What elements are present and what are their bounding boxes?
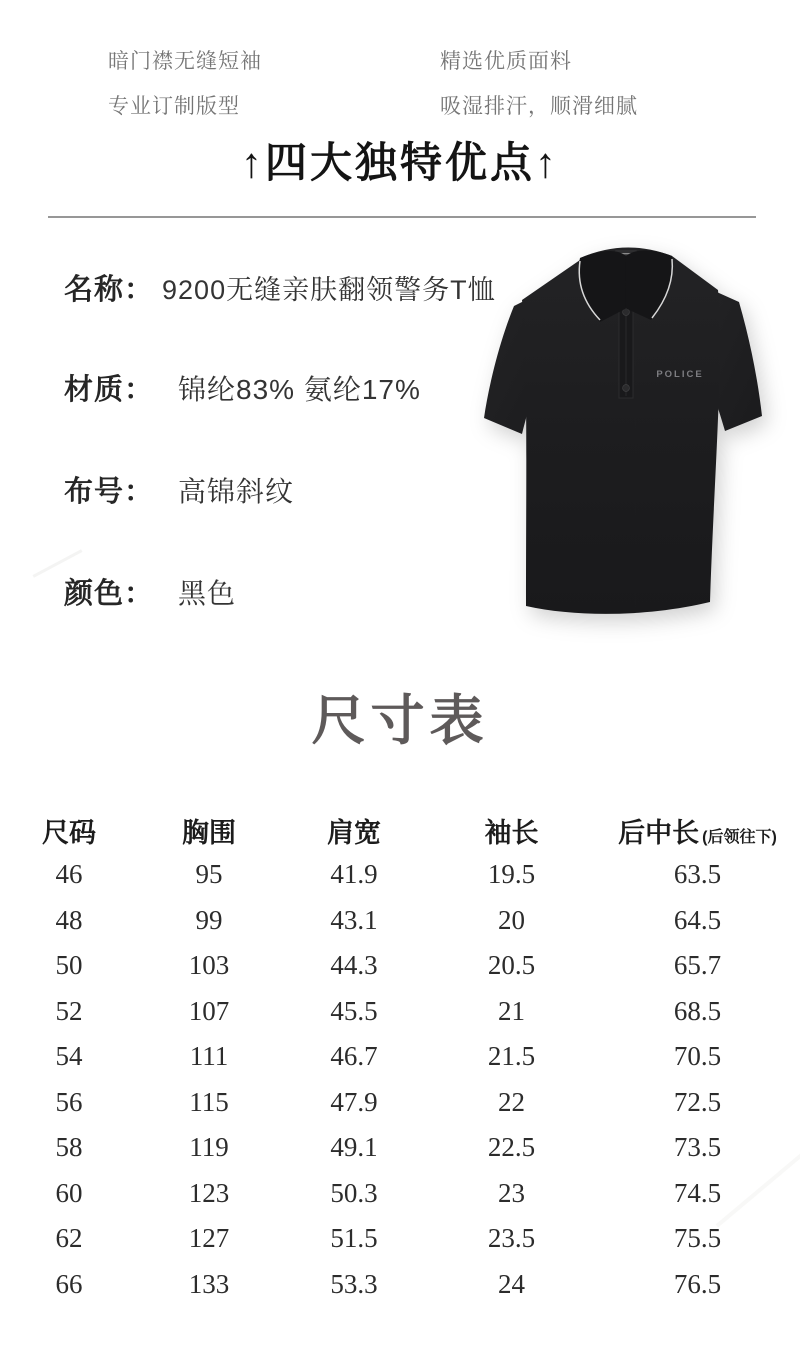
product-material-row <box>64 373 421 412</box>
table-cell: 75.5 <box>673 1223 722 1254</box>
table-cell: 68.5 <box>673 995 722 1026</box>
table-cell: 24 <box>498 1268 525 1299</box>
table-cell: 73.5 <box>673 1132 722 1163</box>
product-color-value: 黑色 <box>178 578 237 609</box>
feature-item-4: 吸湿排汗，顺滑细腻 <box>440 95 638 118</box>
product-material-value: 锦纶83% 氨纶17% <box>178 374 421 405</box>
product-fabric-label: 布号： <box>64 476 155 508</box>
table-cell: 50 <box>55 950 83 981</box>
table-header-shoulder: 肩宽 <box>327 817 381 848</box>
table-cell: 21.5 <box>487 1041 536 1072</box>
table-header-back-length-main: 后中长 <box>618 817 700 848</box>
table-cell: 133 <box>188 1268 230 1299</box>
table-cell: 107 <box>188 995 230 1026</box>
table-cell: 66 <box>55 1268 83 1299</box>
size-chart-table <box>0 808 800 1307</box>
product-name-row <box>64 273 496 312</box>
shirt-logo-text: POLICE <box>656 369 704 380</box>
product-color-row <box>64 577 236 616</box>
fold-artifact-left <box>33 549 83 577</box>
table-header-chest: 胸围 <box>182 817 236 848</box>
product-name-label: 名称： <box>64 274 155 306</box>
size-chart-title: 尺寸表 <box>311 691 489 751</box>
product-fabric-row <box>64 475 294 514</box>
feature-item-2: 精选优质面料 <box>440 50 572 73</box>
table-body <box>0 852 800 1307</box>
table-cell: 119 <box>189 1132 229 1163</box>
table-cell: 76.5 <box>673 1268 722 1299</box>
table-header-size: 尺码 <box>42 817 96 848</box>
table-cell: 111 <box>189 1041 229 1072</box>
table-row <box>0 943 800 989</box>
table-cell: 46 <box>55 859 83 890</box>
table-cell: 56 <box>55 1086 83 1117</box>
table-row <box>0 1216 800 1262</box>
table-cell: 19.5 <box>487 859 536 890</box>
table-cell: 62 <box>55 1223 83 1254</box>
table-cell: 99 <box>195 904 223 935</box>
table-header-row <box>0 808 800 852</box>
table-cell: 123 <box>188 1177 230 1208</box>
feature-item-1: 暗门襟无缝短袖 <box>108 50 262 73</box>
table-cell: 23.5 <box>487 1223 536 1254</box>
product-name-value: 9200无缝亲肤翻领警务T恤 <box>162 275 496 305</box>
table-cell: 45.5 <box>330 995 378 1026</box>
product-image-polo-shirt <box>452 228 800 650</box>
product-material-label: 材质： <box>64 374 155 406</box>
table-cell: 63.5 <box>673 859 722 890</box>
table-cell: 103 <box>188 950 230 981</box>
table-cell: 43.1 <box>330 904 378 935</box>
shirt-button-bottom <box>623 385 630 392</box>
table-cell: 52 <box>55 995 83 1026</box>
table-cell: 49.1 <box>330 1132 378 1163</box>
section-title-advantages: ↑四大独特优点↑ <box>240 139 559 186</box>
table-cell: 20.5 <box>487 950 536 981</box>
table-row <box>0 852 800 898</box>
table-row <box>0 1034 800 1080</box>
divider-line <box>48 216 756 218</box>
table-cell: 58 <box>55 1132 83 1163</box>
table-cell: 50.3 <box>330 1177 378 1208</box>
table-cell: 48 <box>55 904 83 935</box>
table-row <box>0 1262 800 1308</box>
table-cell: 54 <box>55 1041 83 1072</box>
table-cell: 74.5 <box>673 1177 722 1208</box>
table-header-back-length-note: (后领往下) <box>702 828 777 846</box>
table-row <box>0 898 800 944</box>
table-row <box>0 1171 800 1217</box>
table-cell: 23 <box>498 1177 525 1208</box>
table-cell: 22.5 <box>487 1132 536 1163</box>
table-cell: 41.9 <box>330 859 378 890</box>
product-color-label: 颜色： <box>64 578 155 610</box>
table-cell: 65.7 <box>673 950 722 981</box>
table-row <box>0 1080 800 1126</box>
table-cell: 72.5 <box>673 1086 722 1117</box>
product-fabric-value: 高锦斜纹 <box>178 476 295 507</box>
table-cell: 47.9 <box>330 1086 378 1117</box>
table-cell: 95 <box>195 859 223 890</box>
table-cell: 127 <box>188 1223 230 1254</box>
table-row <box>0 989 800 1035</box>
table-cell: 46.7 <box>330 1041 378 1072</box>
feature-item-3: 专业订制版型 <box>108 95 240 118</box>
table-cell: 60 <box>55 1177 83 1208</box>
table-row <box>0 1125 800 1171</box>
table-cell: 64.5 <box>673 904 722 935</box>
table-cell: 20 <box>498 904 525 935</box>
table-header-sleeve: 袖长 <box>484 817 539 848</box>
table-cell: 70.5 <box>673 1041 722 1072</box>
table-cell: 53.3 <box>330 1268 378 1299</box>
table-cell: 21 <box>498 995 525 1026</box>
table-cell: 44.3 <box>330 950 378 981</box>
table-header-back-length <box>595 811 800 850</box>
table-cell: 22 <box>498 1086 525 1117</box>
table-cell: 115 <box>189 1086 229 1117</box>
table-cell: 51.5 <box>330 1223 378 1254</box>
